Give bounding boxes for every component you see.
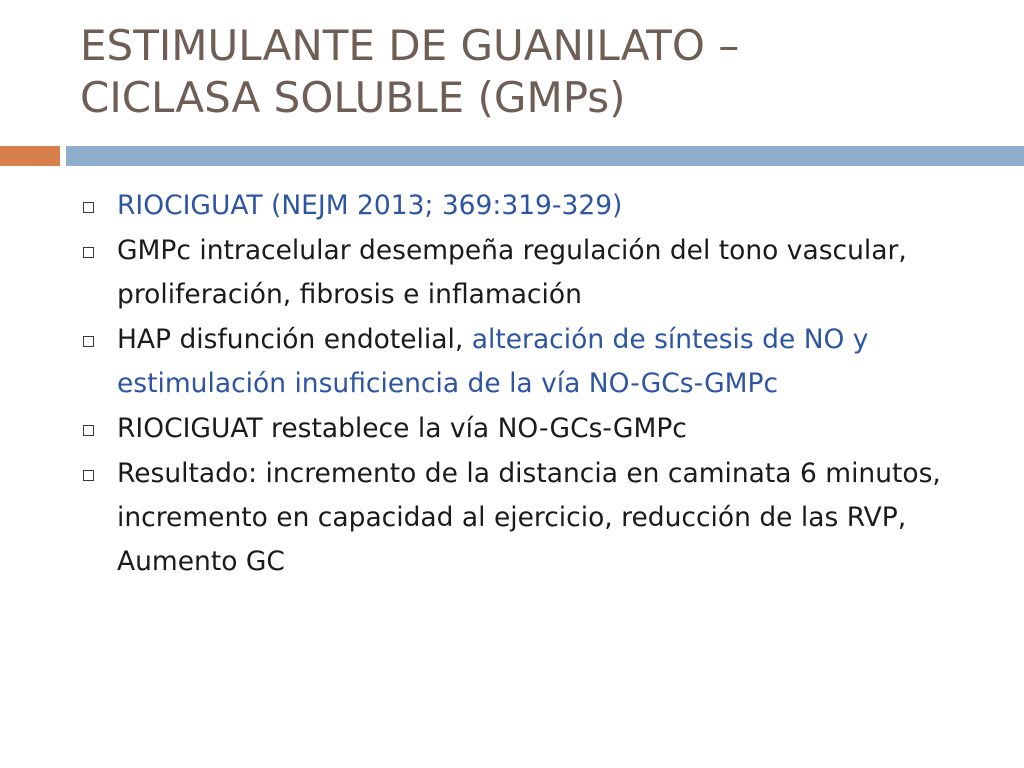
bullet-text: GMPc intracelular desempeña regulación del tono vascular, proliferación, fibrosis e inflamación <box>117 235 907 310</box>
bullet-text: RIOCIGUAT restablece la vía NO-GCs-GMPc <box>117 413 687 444</box>
bullet-item <box>80 229 985 317</box>
bullet-list <box>80 184 985 585</box>
slide-title <box>80 20 980 124</box>
bullet-item <box>80 452 985 584</box>
accent-bar-blue <box>66 146 1024 166</box>
square-bullet-icon <box>83 336 94 347</box>
bullet-text: RIOCIGUAT (NEJM 2013; 369:319-329) <box>117 190 623 221</box>
bullet-text-continued: alteración de síntesis de NO y estimulación insuficiencia de la vía NO-GCs-GMPc <box>117 324 869 399</box>
square-bullet-icon <box>83 202 94 213</box>
title-line-2: CICLASA SOLUBLE (GMPs) <box>80 73 626 122</box>
square-bullet-icon <box>83 470 94 481</box>
bullet-text: Resultado: incremento de la distancia en caminata 6 minutos, incremento en capacidad al ejercicio, reducción de las RVP, Aumento GC <box>117 458 941 577</box>
accent-bar-orange <box>0 146 60 166</box>
bullet-text: HAP disfunción endotelial, <box>117 324 472 355</box>
square-bullet-icon <box>83 425 94 436</box>
square-bullet-icon <box>83 247 94 258</box>
bullet-item <box>80 407 985 451</box>
bullet-item <box>80 184 985 228</box>
title-line-1: ESTIMULANTE DE GUANILATO – <box>80 21 740 70</box>
bullet-item <box>80 318 985 406</box>
